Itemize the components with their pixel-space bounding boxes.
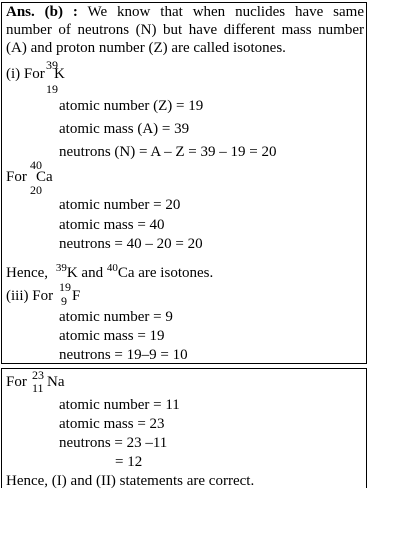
potassium-mass-number: 39 bbox=[46, 58, 58, 72]
hence-prefix: Hence, bbox=[6, 265, 49, 281]
fluorine-neutrons-line: neutrons = 19–9 = 10 bbox=[59, 347, 188, 363]
fluorine-prefix: (iii) For bbox=[6, 288, 54, 304]
answer-box-continued bbox=[1, 368, 367, 488]
sodium-mass-number: 23 bbox=[32, 368, 44, 382]
sodium-atomic-number-line: atomic number = 11 bbox=[59, 397, 180, 413]
ca-notation-symbol: Ca bbox=[117, 265, 135, 281]
fluorine-atomic-number: 9 bbox=[61, 294, 67, 308]
potassium-heading bbox=[6, 65, 45, 83]
sodium-neutrons-result: = 12 bbox=[115, 454, 143, 470]
sodium-prefix: For bbox=[6, 374, 27, 390]
potassium-atomic-number-line: atomic number (Z) = 19 bbox=[59, 98, 204, 114]
answer-label: Ans. (b) : bbox=[6, 4, 78, 20]
calcium-symbol: Ca bbox=[36, 169, 53, 185]
intro-line-2: number of neutrons (N) but have different mass number bbox=[6, 22, 364, 38]
fluorine-symbol: F bbox=[72, 288, 81, 304]
intro-line-1 bbox=[6, 3, 364, 21]
k-notation-mass: 39 bbox=[55, 262, 67, 274]
sodium-neutrons-line: neutrons = 23 –11 bbox=[59, 435, 168, 451]
fluorine-atomic-number-line: atomic number = 9 bbox=[59, 309, 173, 325]
potassium-atomic-mass-line: atomic mass (A) = 39 bbox=[59, 121, 190, 137]
fluorine-mass-number: 19 bbox=[59, 280, 71, 294]
calcium-mass-number: 40 bbox=[30, 158, 42, 172]
potassium-neutrons-line: neutrons (N) = A – Z = 39 – 19 = 20 bbox=[59, 144, 277, 160]
intro-text-1: We know that when nuclides have same bbox=[87, 4, 365, 20]
potassium-symbol: K bbox=[54, 66, 65, 82]
answer-box-main bbox=[1, 2, 367, 364]
and-word: and bbox=[81, 265, 104, 281]
calcium-atomic-number: 20 bbox=[30, 183, 42, 197]
calcium-atomic-number-line: atomic number = 20 bbox=[59, 197, 181, 213]
potassium-prefix: (i) For bbox=[6, 66, 45, 82]
ca-notation bbox=[107, 259, 135, 282]
sodium-symbol: Na bbox=[47, 374, 65, 390]
fluorine-atomic-mass-line: atomic mass = 19 bbox=[59, 328, 165, 344]
calcium-prefix: For bbox=[6, 169, 27, 185]
fluorine-heading bbox=[6, 287, 53, 305]
sodium-heading bbox=[6, 373, 27, 391]
calcium-neutrons-line: neutrons = 40 – 20 = 20 bbox=[59, 236, 203, 252]
calcium-atomic-mass-line: atomic mass = 40 bbox=[59, 217, 165, 233]
calcium-heading bbox=[6, 168, 27, 186]
sodium-atomic-mass-line: atomic mass = 23 bbox=[59, 416, 165, 432]
sodium-atomic-number: 11 bbox=[32, 381, 44, 395]
k-notation-symbol: K bbox=[66, 265, 78, 281]
isotones-conclusion bbox=[6, 259, 213, 282]
intro-line-3: (A) and proton number (Z) are called isotones. bbox=[6, 40, 286, 56]
potassium-atomic-number: 19 bbox=[46, 82, 58, 96]
hence-suffix: are isotones. bbox=[138, 265, 214, 281]
final-conclusion: Hence, (I) and (II) statements are correct. bbox=[6, 473, 255, 489]
k-notation bbox=[56, 259, 78, 282]
ca-notation-mass: 40 bbox=[106, 262, 118, 274]
